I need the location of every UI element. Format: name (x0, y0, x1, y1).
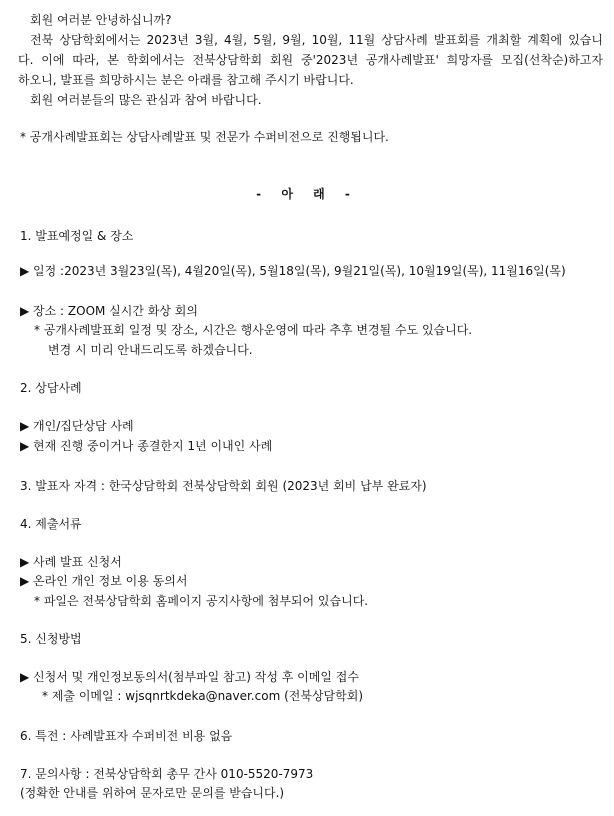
section2-title: 2. 상담사례 (20, 381, 82, 395)
section3-title: 3. 발표자 자격 : 한국상담학회 전북상담학회 회원 (2023년 회비 납부 완료자) (20, 479, 427, 493)
schedule-item: ▶ 일정 :2023년 3월23일(목), 4월20일(목), 5월18일(목), 9월21일(목), 10월19일(목), 11월16일(목) (20, 264, 566, 278)
document-item-application: ▶ 사례 발표 신청서 (20, 555, 122, 569)
intro-paragraph-line1: 전북 상담학회에서는 2023년 3월, 4월, 5월, 9월, 10월, 11월 상담사례 발표회를 개최할 계획에 있습니 (30, 33, 603, 47)
contact-note: (정확한 안내를 위하여 문자로만 문의를 받습니다.) (20, 786, 285, 800)
intro-paragraph-line2: 다. 이에 따라, 본 학회에서는 전북상담학회 회원 중'2023년 공개사례발표' 희망자를 모집(선착순)하고자 (18, 53, 603, 67)
greeting-text: 회원 여러분 안녕하십니까? (30, 13, 172, 27)
document-item-consent: ▶ 온라인 개인 정보 이용 동의서 (20, 574, 188, 588)
case-type-item: ▶ 개인/집단상담 사례 (20, 419, 134, 433)
schedule-change-note: * 공개사례발표회 일정 및 장소, 시간은 행사운영에 따라 추후 변경될 수도 있습니다. (34, 323, 473, 337)
case-period-item: ▶ 현재 진행 중이거나 종결한지 1년 이내인 사례 (20, 439, 273, 453)
section1-title: 1. 발표예정일 & 장소 (20, 229, 134, 243)
section5-title: 5. 신청방법 (20, 632, 82, 646)
schedule-change-note-cont: 변경 시 미리 안내드리도록 하겠습니다. (48, 343, 253, 357)
submission-email-note: * 제출 이메일 : wjsqnrtkdeka@naver.com (전북상담학회) (42, 689, 364, 703)
section4-title: 4. 제출서류 (20, 517, 82, 531)
section6-title: 6. 특전 : 사례발표자 수퍼비전 비용 없음 (20, 729, 233, 743)
section7-title: 7. 문의사항 : 전북상담학회 총무 간사 010-5520-7973 (20, 767, 314, 781)
closing-text: 회원 여러분들의 많은 관심과 참여 바랍니다. (30, 93, 262, 107)
attachment-note: * 파일은 전북상담학회 홈페이지 공지사항에 첨부되어 있습니다. (34, 594, 369, 608)
intro-paragraph-line3: 하오니, 발표를 희망하시는 분은 아래를 참고해 주시기 바랍니다. (18, 73, 354, 87)
application-method-item: ▶ 신청서 및 개인정보동의서(첨부파일 참고) 작성 후 이메일 접수 (20, 670, 359, 684)
section-heading: - 아 래 - (256, 187, 358, 201)
intro-note: * 공개사례발표회는 상담사례발표 및 전문가 수퍼비전으로 진행됩니다. (20, 130, 389, 144)
place-item: ▶ 장소 : ZOOM 실시간 화상 회의 (20, 304, 198, 318)
